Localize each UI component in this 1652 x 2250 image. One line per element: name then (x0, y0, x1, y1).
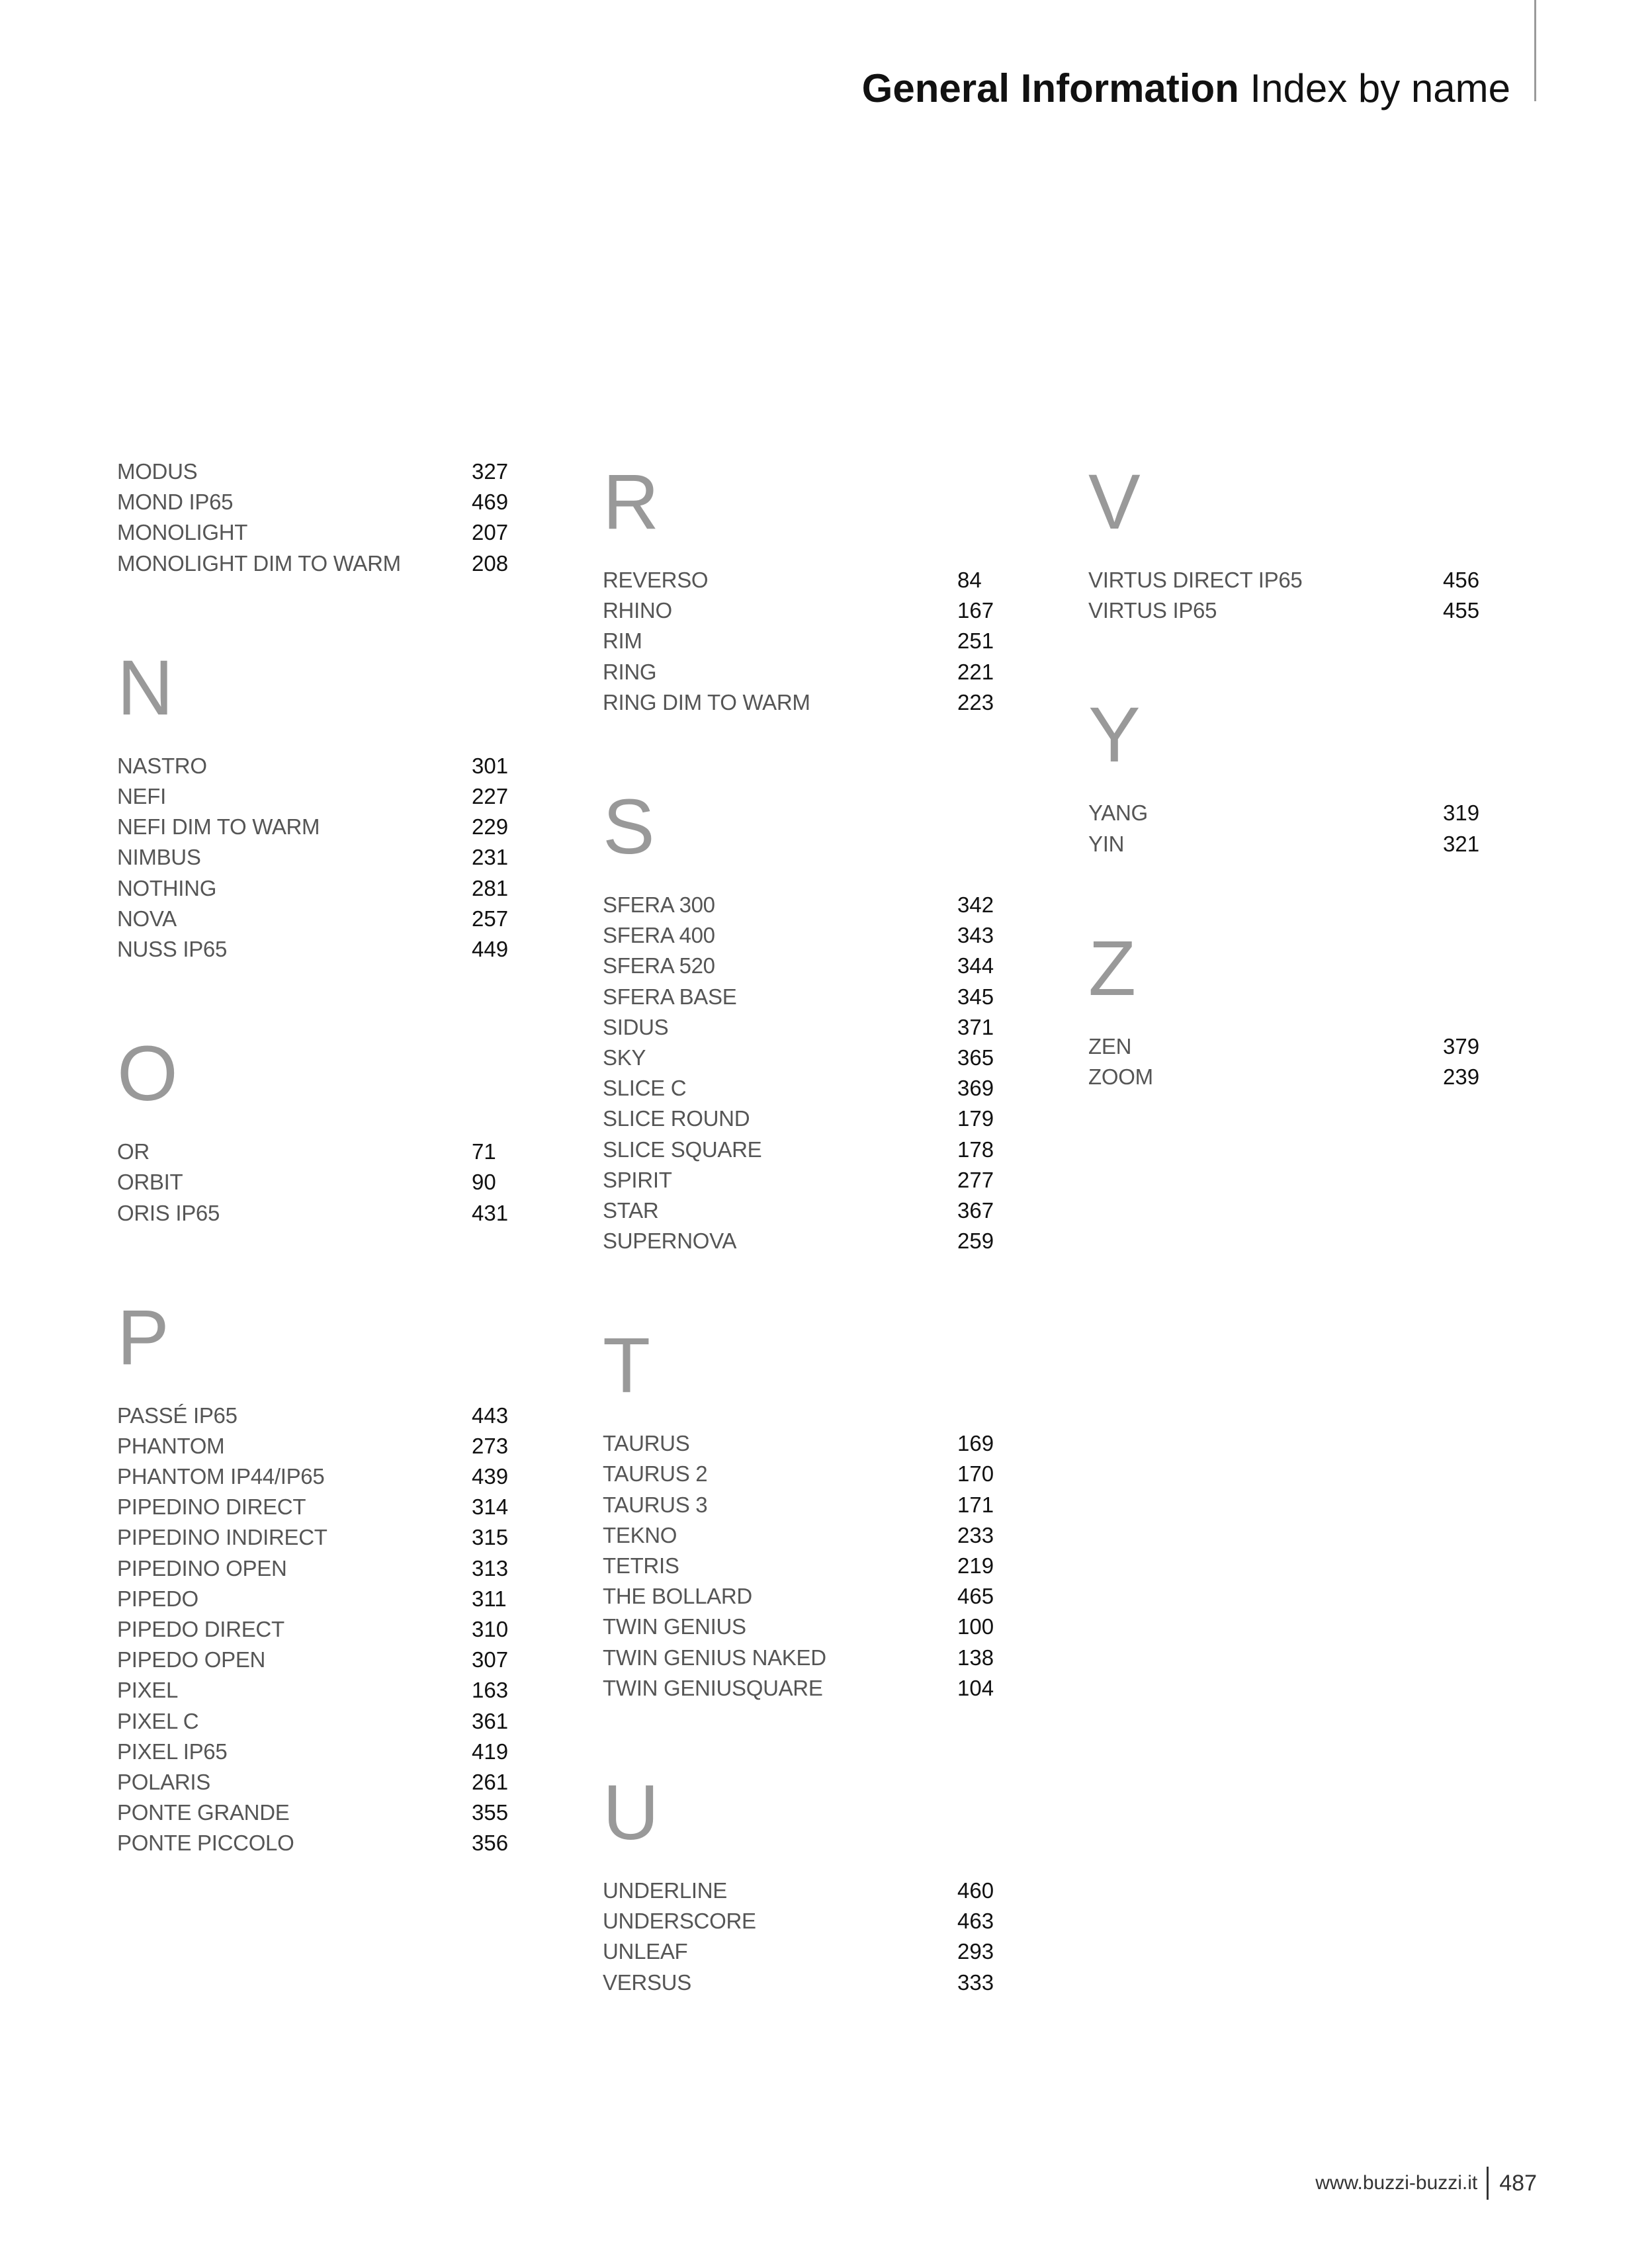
entry-name: PASSÉ IP65 (117, 1403, 238, 1428)
entry-page-number: 223 (957, 689, 994, 714)
index-entry (603, 1226, 1000, 1256)
entry-name: RHINO (603, 598, 672, 623)
entry-page-number: 311 (472, 1586, 507, 1611)
entry-page-number: 313 (472, 1555, 509, 1580)
group-spacer (603, 1704, 1000, 1767)
entry-name: TEKNO (603, 1522, 677, 1547)
entry-name: VIRTUS IP65 (1088, 598, 1217, 623)
entry-page-number: 208 (472, 550, 509, 576)
index-entry (1088, 565, 1485, 595)
entry-page-number: 163 (472, 1678, 509, 1703)
index-entry (603, 1673, 1000, 1704)
footer-divider (1487, 2167, 1489, 2200)
letter-heading: O (117, 1030, 178, 1118)
letter-heading: R (603, 458, 660, 546)
letter-heading: P (117, 1293, 169, 1381)
index-entry (117, 1706, 514, 1737)
entry-page-number: 104 (957, 1675, 994, 1700)
index-entry (1088, 1031, 1485, 1062)
index-entry (603, 595, 1000, 626)
entry-page-number: 443 (472, 1403, 509, 1428)
entry-page-number: 138 (957, 1645, 994, 1670)
index-entry (603, 951, 1000, 981)
group-spacer (603, 1256, 1000, 1320)
header-vertical-rule (1534, 0, 1536, 101)
letter-group (603, 1767, 1000, 1998)
index-entry (117, 781, 514, 812)
entry-page-number: 315 (472, 1525, 509, 1550)
index-entry (603, 1906, 1000, 1936)
index-entry (117, 1401, 514, 1431)
entry-page-number: 321 (1443, 831, 1480, 856)
index-entry (117, 456, 514, 487)
letter-group (117, 456, 514, 579)
index-entry (117, 1553, 514, 1584)
letter-heading: U (603, 1768, 660, 1856)
entry-name: NEFI DIM TO WARM (117, 814, 320, 840)
entry-page-number: 277 (957, 1167, 994, 1192)
index-entry (603, 1165, 1000, 1195)
index-entry (117, 1614, 514, 1645)
page-title (862, 64, 1510, 114)
entry-name: PIXEL C (117, 1708, 199, 1733)
entry-page-number: 221 (957, 659, 994, 684)
entry-page-number: 167 (957, 598, 994, 623)
index-entry (603, 687, 1000, 718)
entry-name: VERSUS (603, 1969, 691, 1995)
index-entry (117, 1522, 514, 1553)
entry-page-number: 261 (472, 1769, 509, 1794)
entry-page-number: 90 (472, 1170, 496, 1195)
entry-name: PONTE GRANDE (117, 1800, 290, 1825)
letter-group (603, 456, 1000, 718)
entry-page-number: 356 (472, 1831, 509, 1856)
entry-name: SKY (603, 1045, 646, 1070)
index-entry (117, 842, 514, 873)
website-url[interactable]: www.buzzi-buzzi.it (1315, 2172, 1478, 2194)
entry-name: SFERA BASE (603, 984, 737, 1009)
index-entry (117, 904, 514, 934)
entry-page-number: 371 (957, 1014, 994, 1039)
entry-page-number: 171 (957, 1492, 994, 1517)
index-column-2 (603, 456, 1000, 1998)
entry-name: SFERA 400 (603, 923, 715, 948)
entry-page-number: 327 (472, 459, 509, 484)
index-entry (117, 487, 514, 517)
entry-name: STAR (603, 1197, 659, 1223)
entry-page-number: 365 (957, 1045, 994, 1070)
entry-list (603, 1876, 1000, 1998)
entry-page-number: 344 (957, 953, 994, 978)
entry-page-number: 259 (957, 1229, 994, 1254)
entry-name: THE BOLLARD (603, 1584, 752, 1609)
entry-page-number: 431 (472, 1200, 509, 1225)
entry-page-number: 100 (957, 1614, 994, 1639)
index-entry (603, 1581, 1000, 1612)
entry-page-number: 343 (957, 923, 994, 948)
entry-name: MONOLIGHT (117, 520, 248, 545)
letter-heading: V (1088, 458, 1141, 546)
group-spacer (1088, 859, 1485, 923)
entry-page-number: 419 (472, 1739, 509, 1764)
entry-page-number: 465 (957, 1584, 994, 1609)
entry-name: ZOOM (1088, 1064, 1153, 1090)
index-entry (117, 1737, 514, 1767)
entry-page-number: 333 (957, 1969, 994, 1995)
entry-name: NOVA (117, 906, 177, 931)
index-entry (603, 1876, 1000, 1906)
entry-name: UNDERSCORE (603, 1909, 756, 1934)
entry-page-number: 229 (472, 814, 509, 840)
entry-name: TWIN GENIUS (603, 1614, 746, 1639)
entry-page-number: 361 (472, 1708, 509, 1733)
entry-page-number: 367 (957, 1197, 994, 1223)
letter-group (117, 1292, 514, 1859)
index-entry (117, 812, 514, 842)
entry-page-number: 456 (1443, 568, 1480, 593)
entry-name: TWIN GENIUS NAKED (603, 1645, 826, 1670)
index-entry (603, 1195, 1000, 1226)
entry-name: PIPEDO (117, 1586, 198, 1611)
entry-page-number: 310 (472, 1617, 509, 1642)
entry-name: ORBIT (117, 1170, 183, 1195)
entry-name: PHANTOM IP44/IP65 (117, 1464, 325, 1489)
entry-name: RING DIM TO WARM (603, 689, 810, 714)
index-entry (603, 1134, 1000, 1164)
letter-group (1088, 923, 1485, 1092)
entry-name: PIPEDINO OPEN (117, 1555, 287, 1580)
index-entry (603, 657, 1000, 687)
entry-page-number: 369 (957, 1076, 994, 1101)
index-entry (117, 1797, 514, 1828)
index-entry (117, 1767, 514, 1797)
entry-name: TAURUS 2 (603, 1461, 708, 1487)
entry-page-number: 307 (472, 1647, 509, 1672)
entry-name: SIDUS (603, 1014, 669, 1039)
group-spacer (1088, 626, 1485, 689)
entry-name: YANG (1088, 800, 1148, 826)
group-spacer (117, 579, 514, 642)
index-entry (603, 1428, 1000, 1459)
entry-page-number: 227 (472, 784, 509, 809)
entry-name: PIPEDINO INDIRECT (117, 1525, 327, 1550)
index-entry (117, 1645, 514, 1675)
entry-page-number: 84 (957, 568, 982, 593)
entry-page-number: 293 (957, 1939, 994, 1964)
entry-name: SLICE ROUND (603, 1106, 750, 1131)
entry-name: PIPEDO DIRECT (117, 1617, 284, 1642)
entry-name: PIXEL IP65 (117, 1739, 228, 1764)
letter-group (117, 1028, 514, 1229)
index-entry (117, 1584, 514, 1614)
entry-page-number: 170 (957, 1461, 994, 1487)
index-entry (117, 1461, 514, 1492)
entry-list (1088, 798, 1485, 859)
entry-name: SLICE C (603, 1076, 687, 1101)
entry-page-number: 379 (1443, 1033, 1480, 1059)
entry-page-number: 355 (472, 1800, 509, 1825)
entry-list (117, 456, 514, 579)
entry-name: TAURUS (603, 1431, 690, 1456)
index-entry (603, 565, 1000, 595)
entry-name: PIXEL (117, 1678, 179, 1703)
entry-name: SPIRIT (603, 1167, 672, 1192)
letter-group (1088, 456, 1485, 626)
entry-name: TETRIS (603, 1553, 679, 1579)
index-entry (117, 1828, 514, 1858)
index-entry (117, 1675, 514, 1706)
letter-group (603, 1320, 1000, 1704)
index-entry (117, 1492, 514, 1522)
entry-name: SFERA 300 (603, 892, 715, 918)
entry-page-number: 455 (1443, 598, 1480, 623)
entry-page-number: 239 (1443, 1064, 1480, 1090)
letter-heading: T (603, 1322, 651, 1410)
entry-name: UNLEAF (603, 1939, 688, 1964)
index-entry (603, 626, 1000, 656)
entry-name: ORIS IP65 (117, 1200, 220, 1225)
index-entry (603, 1459, 1000, 1489)
entry-name: NEFI (117, 784, 166, 809)
index-entry (603, 1520, 1000, 1551)
index-column-1 (117, 456, 514, 1858)
index-entry (117, 934, 514, 965)
index-entry (603, 1073, 1000, 1103)
entry-page-number: 449 (472, 936, 509, 961)
index-column-3 (1088, 456, 1485, 1092)
entry-list (117, 1401, 514, 1859)
entry-name: TWIN GENIUSQUARE (603, 1675, 823, 1700)
page-footer (1315, 2167, 1537, 2200)
group-spacer (117, 965, 514, 1028)
index-entry (117, 1197, 514, 1228)
entry-page-number: 345 (957, 984, 994, 1009)
section-subtitle: Index by name (1250, 66, 1510, 110)
index-entry (603, 982, 1000, 1012)
entry-name: PIPEDINO DIRECT (117, 1494, 306, 1520)
entry-name: OR (117, 1139, 150, 1164)
letter-group (1088, 689, 1485, 859)
letter-group (117, 642, 514, 965)
section-title: General Information (861, 66, 1239, 110)
entry-page-number: 169 (957, 1431, 994, 1456)
entry-page-number: 207 (472, 520, 509, 545)
index-entry (117, 1137, 514, 1167)
index-entry (603, 1012, 1000, 1043)
entry-name: MOND IP65 (117, 490, 234, 515)
entry-list (603, 890, 1000, 1256)
letter-heading: S (603, 783, 655, 871)
index-entry (1088, 798, 1485, 828)
entry-page-number: 469 (472, 490, 509, 515)
entry-page-number: 178 (957, 1137, 994, 1162)
entry-page-number: 257 (472, 906, 509, 931)
entry-page-number: 231 (472, 845, 509, 870)
entry-name: YIN (1088, 831, 1125, 856)
entry-name: PHANTOM (117, 1433, 225, 1458)
entry-name: VIRTUS DIRECT IP65 (1088, 568, 1303, 593)
index-entry (603, 1103, 1000, 1134)
index-entry (117, 1431, 514, 1461)
index-entry (603, 890, 1000, 920)
index-entry (117, 1167, 514, 1197)
entry-name: NOTHING (117, 875, 217, 900)
entry-name: PIPEDO OPEN (117, 1647, 266, 1672)
entry-name: SLICE SQUARE (603, 1137, 762, 1162)
index-entry (1088, 595, 1485, 626)
letter-heading: N (117, 644, 174, 732)
entry-name: NUSS IP65 (117, 936, 228, 961)
index-entry (117, 548, 514, 579)
entry-page-number: 71 (472, 1139, 496, 1164)
index-entry (1088, 829, 1485, 859)
entry-name: MONOLIGHT DIM TO WARM (117, 550, 401, 576)
index-entry (603, 1043, 1000, 1073)
index-entry (603, 1490, 1000, 1520)
entry-name: RING (603, 659, 657, 684)
index-entry (603, 920, 1000, 951)
index-entry (117, 517, 514, 548)
entry-list (117, 751, 514, 965)
letter-heading: Y (1088, 691, 1141, 779)
entry-page-number: 439 (472, 1464, 509, 1489)
entry-page-number: 251 (957, 628, 994, 654)
entry-page-number: 273 (472, 1433, 509, 1458)
entry-page-number: 463 (957, 1909, 994, 1934)
entry-page-number: 342 (957, 892, 994, 918)
group-spacer (603, 718, 1000, 781)
entry-list (117, 1137, 514, 1229)
entry-page-number: 460 (957, 1878, 994, 1903)
index-entry (117, 751, 514, 781)
group-spacer (117, 1229, 514, 1292)
index-entry (603, 1936, 1000, 1967)
entry-name: POLARIS (117, 1769, 210, 1794)
entry-page-number: 319 (1443, 800, 1480, 826)
entry-name: NIMBUS (117, 845, 201, 870)
entry-list (1088, 1031, 1485, 1092)
page-number: 487 (1499, 2170, 1537, 2196)
index-entry (1088, 1062, 1485, 1092)
entry-name: SFERA 520 (603, 953, 715, 978)
entry-page-number: 281 (472, 875, 509, 900)
entry-page-number: 301 (472, 753, 509, 778)
entry-name: ZEN (1088, 1033, 1132, 1059)
entry-name: SUPERNOVA (603, 1229, 737, 1254)
index-entry (603, 1967, 1000, 1997)
entry-page-number: 233 (957, 1522, 994, 1547)
entry-list (603, 1428, 1000, 1704)
index-entry (603, 1612, 1000, 1642)
entry-name: NASTRO (117, 753, 207, 778)
entry-name: UNDERLINE (603, 1878, 728, 1903)
entry-name: TAURUS 3 (603, 1492, 708, 1517)
entry-name: MODUS (117, 459, 198, 484)
entry-list (1088, 565, 1485, 626)
entry-page-number: 179 (957, 1106, 994, 1131)
entry-name: RIM (603, 628, 642, 654)
index-entry (603, 1551, 1000, 1581)
letter-group (603, 781, 1000, 1256)
entry-list (603, 565, 1000, 718)
index-entry (603, 1643, 1000, 1673)
letter-heading: Z (1088, 924, 1137, 1012)
entry-page-number: 219 (957, 1553, 994, 1579)
entry-name: REVERSO (603, 568, 709, 593)
index-entry (117, 873, 514, 904)
entry-page-number: 314 (472, 1494, 509, 1520)
entry-name: PONTE PICCOLO (117, 1831, 294, 1856)
